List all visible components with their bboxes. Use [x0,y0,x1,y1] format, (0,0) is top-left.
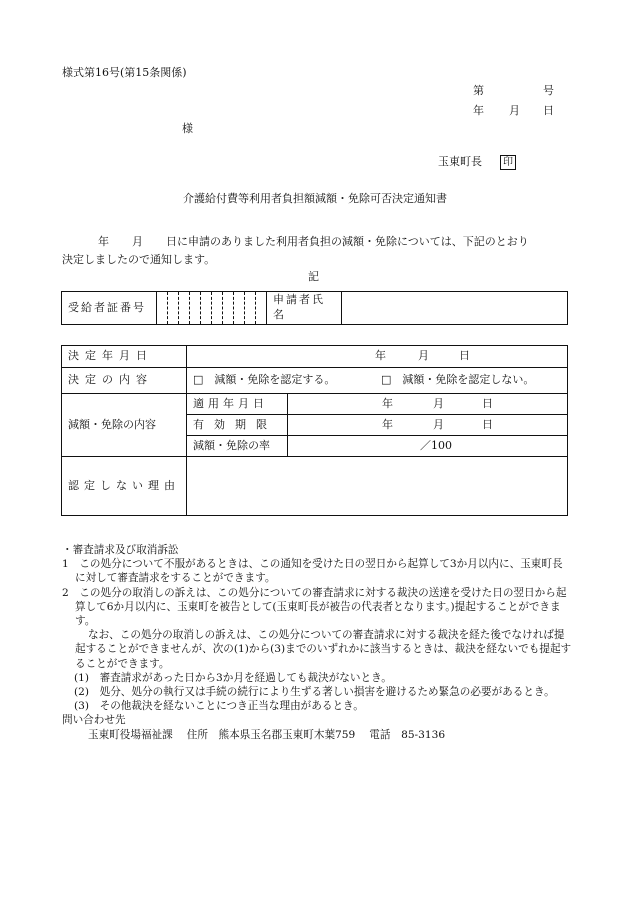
rate-field[interactable] [288,436,568,457]
recipient-number-label: 受給者証番号 [62,292,157,325]
decision-content-field [187,368,568,394]
apply-day: 日 [482,396,493,410]
note-sub-3: (3) その他裁決を経ないことにつき正当な理由があるとき。 [74,700,364,713]
apply-month: 月 [433,396,444,410]
valid-month: 月 [433,417,444,431]
issue-year: 年 [473,104,484,117]
applicant-name-field[interactable] [342,292,568,325]
applicant-name-label: 申請者氏名 [267,292,342,325]
reduction-content-label: 減額・免除の内容 [62,394,187,457]
digit-box-6[interactable] [212,292,223,325]
number-dai: 第 [473,84,484,97]
addressee-sama: 様 [182,122,193,135]
valid-year: 年 [382,417,393,431]
ki-mark: 記 [308,270,319,283]
decision-date-field[interactable] [187,346,568,368]
digit-box-1[interactable] [157,292,168,325]
apply-date-label: 適用年月日 [187,394,288,415]
deny-option[interactable]: □ 減額・免除を認定しない。 [381,373,535,387]
intro-text: 日に申請のありました利用者負担の減額・免除については、下記のとおり [166,235,529,248]
mayor-signature [438,155,516,170]
intro-month: 月 [132,235,143,248]
valid-day: 日 [482,417,493,431]
rate-label: 減額・免除の率 [187,436,288,457]
decision-date-label: 決定年月日 [62,346,187,368]
approve-option[interactable]: □ 減額・免除を認定する。 [193,373,336,387]
digit-box-3[interactable] [179,292,190,325]
note-2-supplement: なお、この処分の取消しの訴えは、この処分についての審査請求に対する裁決を経た後でなければ提起することができませんが、次の(1)から(3)までのいずれかに該当するときは、裁決を経ないでも提起することができます。 [75,629,572,670]
issue-month: 月 [509,104,520,117]
mayor-title: 玉東町長 [438,155,482,168]
digit-box-10[interactable] [256,292,267,325]
apply-year: 年 [382,396,393,410]
note-sub-2: (2) 処分、処分の執行又は手続の続行により生ずる著しい損害を避けるため緊急の必要があるとき。 [74,686,555,699]
apply-date-field[interactable] [288,394,568,415]
valid-period-field[interactable] [288,415,568,436]
digit-box-5[interactable] [201,292,212,325]
contact-info [62,728,572,742]
decision-table [61,345,568,516]
seal-stamp: 印 [500,155,516,170]
valid-period-label: 有効期限 [187,415,288,436]
document-title: 介護給付費等利用者負担額減額・免除可否決定通知書 [183,192,447,205]
decision-day: 日 [459,349,470,363]
form-number: 様式第16号(第15条関係) [62,66,187,79]
notes-section [62,543,572,742]
reason-field[interactable] [187,457,568,516]
contact-phone: 電話 85-3136 [369,728,446,741]
intro-line-1 [98,235,529,250]
decision-month: 月 [418,349,429,363]
digit-box-7[interactable] [223,292,234,325]
note-2: 2 この処分の取消しの訴えは、この処分についての審査請求に対する裁決の送達を受けた日の翌日から起算して6か月以内に、玉東町を被告として(玉東町長が被告の代表者となります。)提起することができます。 [62,586,567,628]
contact-dept: 玉東町役場福祉課 [88,728,173,741]
contact-heading: 問い合わせ先 [62,714,126,727]
digit-box-2[interactable] [168,292,179,325]
issue-day: 日 [543,104,554,117]
note-1: 1 この処分について不服があるときは、この通知を受けた日の翌日から起算して3か月以内に、玉東町長に対して審査請求をすることができます。 [62,558,563,585]
number-go: 号 [543,84,554,97]
notes-heading: ・審査請求及び取消訴訟 [62,544,179,556]
digit-box-9[interactable] [245,292,256,325]
contact-address: 住所 熊本県玉名郡玉東町木葉759 [186,728,356,741]
reason-label: 認定しない理由 [62,457,187,516]
decision-content-label: 決定の内容 [62,368,187,394]
intro-year: 年 [98,235,109,248]
decision-year: 年 [375,349,386,363]
intro-line-2: 決定しましたので通知します。 [62,253,216,266]
digit-box-8[interactable] [234,292,245,325]
rate-value: ／100 [420,438,452,452]
note-sub-1: (1) 審査請求があった日から3か月を経過しても裁決がないとき。 [74,671,392,684]
digit-box-4[interactable] [190,292,201,325]
recipient-table [61,291,568,325]
